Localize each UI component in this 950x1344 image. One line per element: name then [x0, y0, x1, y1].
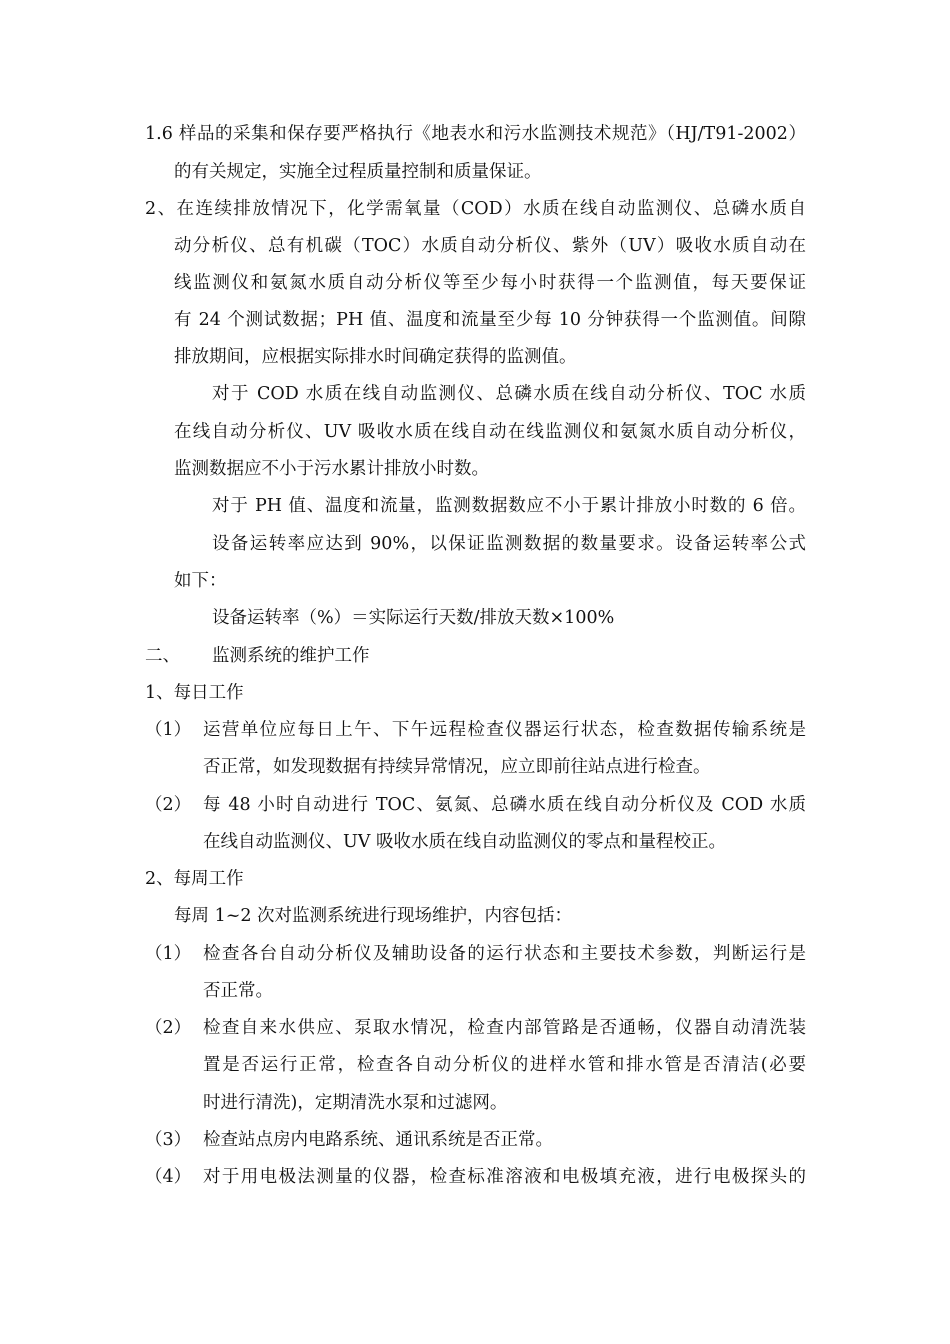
paragraph-line: 排放期间，应根据实际排水时间确定获得的监测值。	[174, 347, 577, 367]
paragraph-line: 设备运转率应达到 90%，以保证监测数据的数量要求。设备运转率公式	[212, 534, 806, 554]
list-number: （2）	[145, 1018, 192, 1038]
section-heading: 监测系统的维护工作	[212, 646, 370, 666]
paragraph-line: 1.6 样品的采集和保存要严格执行《地表水和污水监测技术规范》（HJ/T91-2002）	[145, 124, 806, 144]
list-item: 否正常，如发现数据有持续异常情况，应立即前往站点进行检查。	[203, 757, 711, 777]
paragraph-line: 监测数据应不小于污水累计排放小时数。	[174, 459, 489, 479]
list-item: 检查站点房内电路系统、通讯系统是否正常。	[203, 1130, 553, 1150]
paragraph-line: 线监测仪和氨氮水质自动分析仪等至少每小时获得一个监测值，每天要保证	[174, 273, 806, 293]
paragraph-line: 对于 COD 水质在线自动监测仪、总磷水质在线自动分析仪、TOC 水质	[212, 384, 806, 404]
list-item: 检查自来水供应、泵取水情况，检查内部管路是否通畅，仪器自动清洗装	[203, 1018, 806, 1038]
list-number: （1）	[145, 944, 192, 964]
section-number: 二、	[145, 646, 180, 666]
paragraph-line: 动分析仪、总有机碳（TOC）水质自动分析仪、紫外（UV）吸收水质自动在	[174, 236, 806, 256]
list-number: （1）	[145, 720, 192, 740]
list-number: （2）	[145, 795, 192, 815]
list-item: 检查各台自动分析仪及辅助设备的运行状态和主要技术参数，判断运行是	[203, 944, 806, 964]
paragraph-line: 对于 PH 值、温度和流量，监测数据数应不小于累计排放小时数的 6 倍。	[212, 496, 806, 516]
list-item: 每 48 小时自动进行 TOC、氨氮、总磷水质在线自动分析仪及 COD 水质	[203, 795, 806, 815]
paragraph-line: 在线自动分析仪、UV 吸收水质在线自动在线监测仪和氨氮水质自动分析仪，	[174, 422, 806, 442]
list-item: 运营单位应每日上午、下午远程检查仪器运行状态，检查数据传输系统是	[203, 720, 806, 740]
list-item: 置是否运行正常，检查各自动分析仪的进样水管和排水管是否清洁(必要	[203, 1055, 806, 1075]
list-item: 时进行清洗)，定期清洗水泵和过滤网。	[203, 1093, 508, 1113]
subsection-heading: 2、每周工作	[145, 869, 244, 889]
paragraph-line: 有 24 个测试数据；PH 值、温度和流量至少每 10 分钟获得一个监测值。间隙	[174, 310, 806, 330]
subsection-heading: 1、每日工作	[145, 683, 244, 703]
list-number: （4）	[145, 1167, 192, 1187]
list-item: 否正常。	[203, 981, 273, 1001]
list-item: 在线自动监测仪、UV 吸收水质在线自动监测仪的零点和量程校正。	[203, 832, 726, 852]
paragraph-line: 如下：	[174, 571, 227, 591]
paragraph-line: 2、在连续排放情况下，化学需氧量（COD）水质在线自动监测仪、总磷水质自	[145, 199, 806, 219]
formula-line: 设备运转率（%）＝实际运行天数/排放天数×100%	[212, 608, 615, 628]
list-number: （3）	[145, 1130, 192, 1150]
paragraph-line: 每周 1~2 次对监测系统进行现场维护，内容包括：	[174, 906, 573, 926]
paragraph-line: 的有关规定，实施全过程质量控制和质量保证。	[174, 162, 542, 182]
list-item: 对于用电极法测量的仪器，检查标准溶液和电极填充液，进行电极探头的	[203, 1167, 806, 1187]
